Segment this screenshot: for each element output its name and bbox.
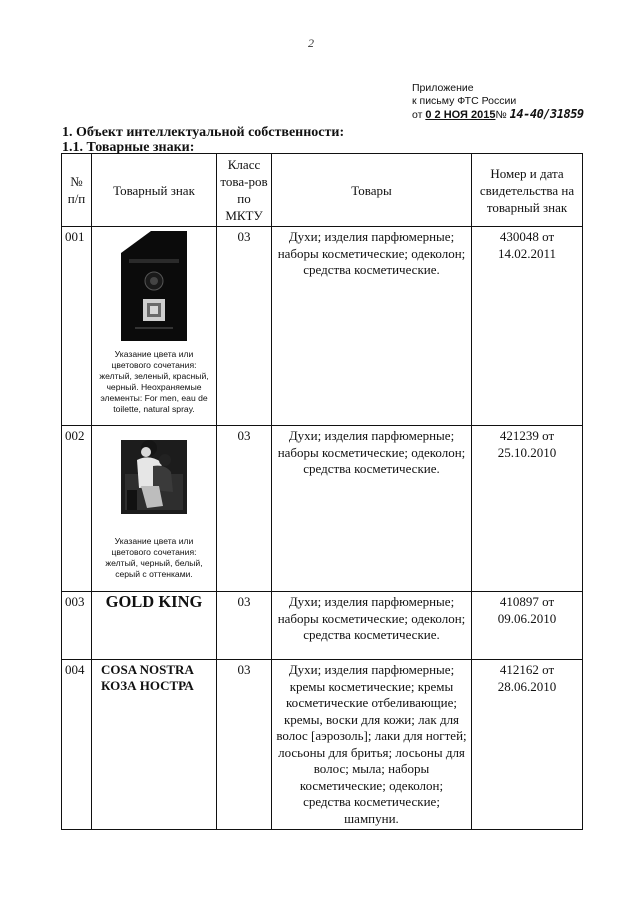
header-class: Класс това-ров по МКТУ (217, 154, 272, 227)
row-goods: Духи; изделия парфюмерные; наборы косметические; одеколон; средства косметические. (272, 592, 472, 660)
appendix-handwritten-number: 14-40/31859 (509, 107, 584, 121)
row-class: 03 (217, 227, 272, 426)
row-goods: Духи; изделия парфюмерные; наборы косметические; одеколон; средства косметические. (272, 227, 472, 426)
section-heading: 1. Объект интеллектуальной собственности: (62, 125, 345, 140)
trademark-cell (92, 660, 217, 830)
wordmark-koza-nostra: КОЗА НОСТРА (101, 678, 194, 693)
row-num: 001 (62, 227, 92, 426)
page-number: 2 (308, 36, 314, 50)
trademark-image-couple (95, 430, 213, 516)
row-num: 002 (62, 426, 92, 592)
trademarks-table (61, 153, 583, 830)
table-row (62, 426, 583, 592)
table-row (62, 592, 583, 660)
appendix-line1: Приложение (412, 82, 474, 94)
appendix-block (412, 82, 584, 122)
table-row (62, 660, 583, 830)
row-cert: 421239 от 25.10.2010 (472, 426, 583, 592)
trademark-image-perfume-box (95, 231, 213, 341)
row-class: 03 (217, 592, 272, 660)
header-mark: Товарный знак (92, 154, 217, 227)
row-goods: Духи; изделия парфюмерные; кремы косметические; кремы косметические отбеливающие; кремы, воски для кожи; лак для волос [аэрозоль]; лаки для ногтей; лосьоны для бритья; лосьоны для волос; мыла; наборы косметические; одеколон; средства косметические; шампуни. (272, 660, 472, 830)
header-cert: Номер и дата свидетельства на товарный знак (472, 154, 583, 227)
trademark-cell (92, 227, 217, 426)
trademark-cell (92, 592, 217, 660)
couple-photo-image (119, 430, 189, 516)
color-note: Указание цвета или цветового сочетания: желтый, зеленый, красный, черный. Неохраняемые элементы: For men, eau de toilette, natural spray. (99, 349, 209, 414)
header-goods: Товары (272, 154, 472, 227)
color-note: Указание цвета или цветового сочетания: желтый, черный, белый, серый с оттенками. (105, 536, 203, 579)
trademark-cell (92, 426, 217, 592)
wordmark-cosa-nostra: COSA NOSTRA (101, 662, 194, 677)
row-goods: Духи; изделия парфюмерные; наборы косметические; одеколон; средства косметические. (272, 426, 472, 592)
header-num: № п/п (62, 154, 92, 227)
wordmark-gold-king: GOLD KING (105, 592, 203, 611)
subsection-heading: 1.1. Товарные знаки: (62, 140, 195, 155)
table-header-row (62, 154, 583, 227)
table-row (62, 227, 583, 426)
appendix-date-line (412, 108, 584, 122)
row-num: 003 (62, 592, 92, 660)
row-class: 03 (217, 426, 272, 592)
row-cert: 412162 от 28.06.2010 (472, 660, 583, 830)
appendix-no: № (495, 109, 507, 121)
appendix-date-stamp: 0 2 НОЯ 2015 (425, 109, 496, 121)
row-class: 03 (217, 660, 272, 830)
perfume-box-image (121, 231, 187, 341)
appendix-from: от (412, 109, 423, 121)
row-cert: 410897 от 09.06.2010 (472, 592, 583, 660)
row-num: 004 (62, 660, 92, 830)
appendix-line2: к письму ФТС России (412, 95, 517, 107)
row-cert: 430048 от 14.02.2011 (472, 227, 583, 426)
